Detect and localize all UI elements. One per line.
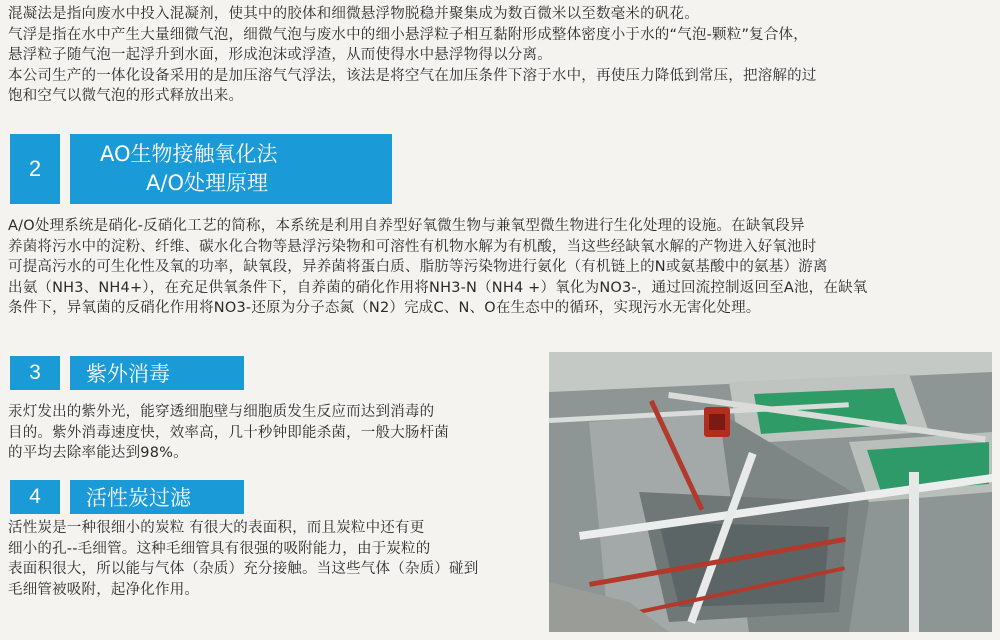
section-title-line: A/O处理原理: [146, 171, 268, 195]
body-line: 活性炭是一种很细小的炭粒 有很大的表面积，而且炭粒中还有更: [8, 520, 425, 536]
body-line: 目的。紫外消毒速度快，效率高，几十秒钟即能杀菌，一般大肠杆菌: [8, 424, 449, 441]
intro-line: 悬浮粒子随气泡一起浮升到水面，形成泡沫或浮渣，从而使得水中悬浮物得以分离。: [8, 47, 552, 63]
treatment-tank-photo: [549, 352, 992, 632]
body-line: 汞灯发出的紫外光，能穿透细胞壁与细胞质发生反应而达到消毒的: [8, 404, 435, 420]
intro-line: 混凝法是指向废水中投入混凝剂，使其中的胶体和细微悬浮物脱稳并聚集成为数百微米以至数毫米的矾花。: [8, 6, 699, 22]
section-3-body: [8, 402, 533, 464]
intro-line: 本公司生产的一体化设备采用的是加压溶气气浮法，该法是将空气在加压条件下溶于水中，再使压力降低到常压，把溶解的过: [8, 67, 817, 84]
body-line: 毛细管被吸附，起净化作用。: [8, 581, 200, 598]
section-4-heading: [10, 480, 244, 514]
section-number-badge: 2: [10, 134, 60, 204]
body-line: 可提高污水的可生化性及氧的功率，缺氧段，异养菌将蛋白质、脂肪等污染物进行氨化（有机链上的N或氨基酸中的氨基）游离: [8, 259, 828, 275]
body-line: 的平均去除率能达到98%。: [8, 445, 188, 461]
intro-paragraph: [8, 4, 992, 107]
section-3-heading: [10, 356, 244, 390]
section-number-badge: 4: [10, 480, 60, 514]
section-2-body: [8, 216, 992, 319]
section-4-body: [8, 518, 533, 600]
section-number-badge: 3: [10, 356, 60, 390]
intro-line: 气浮是指在水中产生大量细微气泡，细微气泡与废水中的细小悬浮粒子相互黏附形成整体密度小于水的“气泡-颗粒”复合体，: [8, 26, 808, 43]
body-line: A/O处理系统是硝化-反硝化工艺的简称，本系统是利用自养型好氧微生物与兼氧型微生物进行生化处理的设施。在缺氧段异: [8, 218, 805, 234]
body-line: 养菌将污水中的淀粉、纤维、碳水化合物等悬浮污染物和可溶性有机物水解为有机酸，当这些经缺氧水解的产物进入好氧池时: [8, 238, 817, 255]
treatment-tank-illustration: [549, 352, 992, 632]
body-line: 表面积很大，所以能与气体（杂质）充分接触。当这些气体（杂质）碰到: [8, 561, 479, 577]
section-title-line: AO生物接触氧化法: [100, 142, 278, 166]
section-title: 活性炭过滤: [70, 480, 244, 514]
intro-line: 饱和空气以微气泡的形式释放出来。: [8, 88, 244, 104]
body-line: 条件下，异氧菌的反硝化作用将NO3-还原为分子态氮（N2）完成C、N、O在生态中的循环，实现污水无害化处理。: [8, 300, 761, 316]
section-title: [70, 134, 392, 204]
body-line: 细小的孔--毛细管。这种毛细管具有很强的吸附能力，由于炭粒的: [8, 540, 431, 557]
section-title: 紫外消毒: [70, 356, 244, 390]
section-2-heading: [10, 134, 392, 204]
body-line: 出氨（NH3、NH4+），在充足供氧条件下，自养菌的硝化作用将NH3-N（NH4 +）氧化为NO3-，通过回流控制返回至A池，在缺氧: [8, 279, 868, 296]
